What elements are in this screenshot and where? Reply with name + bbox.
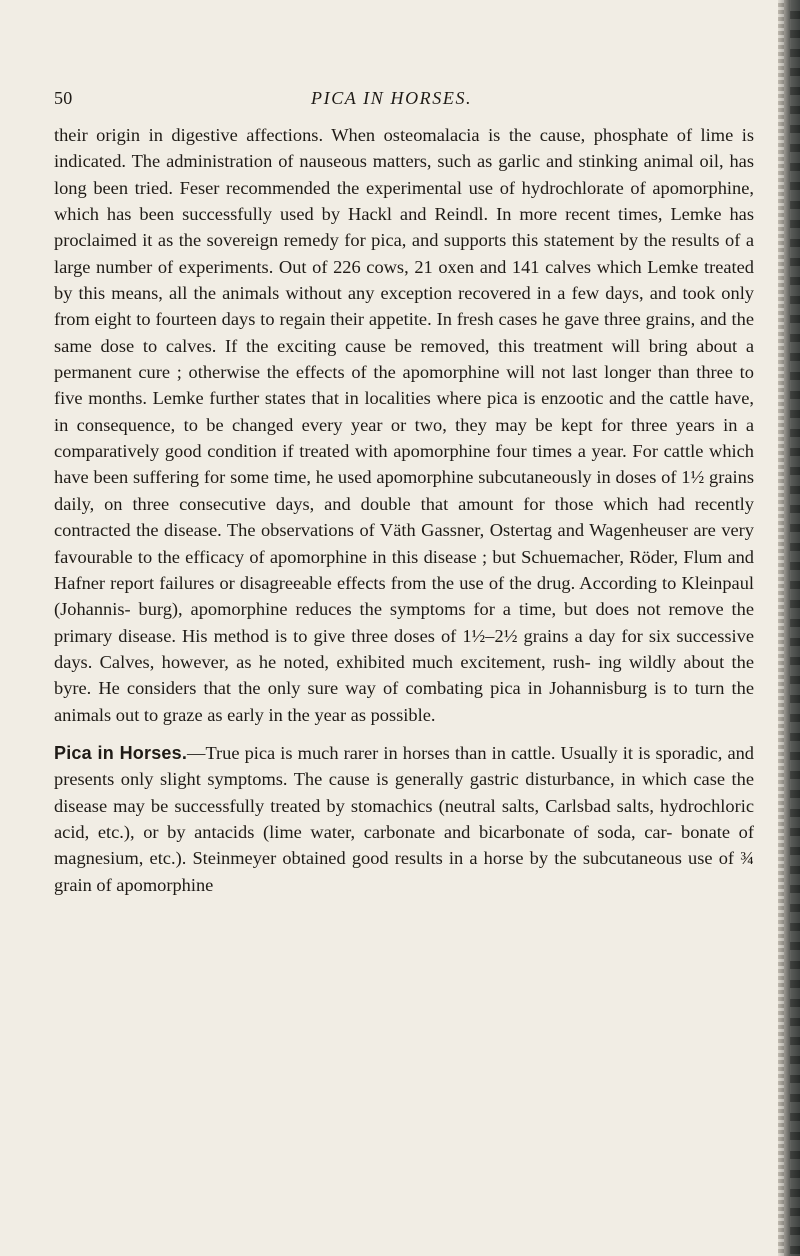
paragraph-text: —True pica is much rarer in horses than in cattle. Usually it is sporadic, and presents only slight symptoms. The cause is generally gastric disturbance, in which case the disease may be successfully treated by stomachics (neutral salts, Carlsbad salts, hydrochloric acid, etc.), or by antacids (lime water, carbonate and bicarbonate of soda, car- bonate of magnesium, etc.). Steinmeyer obtained good results in a horse by the subcutaneous use of ¾ grain of apomorphine	[54, 742, 755, 895]
section-heading: Pica in Horses.	[54, 742, 188, 763]
scanned-page-edge	[778, 0, 800, 1256]
paragraph-pica-in-horses	[54, 740, 754, 898]
paragraph-apomorphine-treatment	[54, 122, 754, 728]
paragraph-text: their origin in digestive affections. When osteomalacia is the cause, phosphate of lime is indicated. The administration of nauseous matters, such as garlic and stinking animal oil, has long been tried. Feser recommended the experimental use of hydrochlorate of apomorphine, which has been successfully used by Hackl and Reindl. In more recent times, Lemke has proclaimed it as the sovereign remedy for pica, and supports this statement by the results of a large number of experiments. Out of 226 cows, 21 oxen and 141 calves which Lemke treated by this means, all the animals without any exception recovered in a few days, and took only from eight to fourteen days to regain their appetite. In fresh cases he gave three grains, and the same dose to calves. If the exciting cause be removed, this treatment will bring about a permanent cure ; otherwise the effects of the apomorphine will not last longer than three to five months. Lemke further states that in localities where pica is enzootic and the cattle have, in consequence, to be changed every year or two, they may be kept for three years in a comparatively good condition if treated with apomorphine four times a year. For cattle which have been suffering for some time, he used apomorphine subcutaneously in doses of 1½ grains daily, on three consecutive days, and double that amount for those which had recently contracted the disease. The observations of Väth Gassner, Ostertag and Wagenheuser are very favourable to the efficacy of apomorphine in this disease ; but Schuemacher, Röder, Flum and Hafner report failures or disagreeable effects from the use of the drug. According to Kleinpaul (Johannis- burg), apomorphine reduces the symptoms for a time, but does not remove the primary disease. His method is to give three doses of 1½–2½ grains a day for six successive days. Calves, however, as he noted, exhibited much excitement, rush- ing wildly about the byre. He considers that the only sure way of combating pica in Johannisburg is to turn the animals out to graze as early in the year as possible.	[54, 125, 754, 725]
running-title: PICA IN HORSES.	[311, 88, 473, 108]
page-content	[54, 122, 754, 898]
page-header	[54, 86, 754, 110]
page-number: 50	[54, 88, 73, 108]
